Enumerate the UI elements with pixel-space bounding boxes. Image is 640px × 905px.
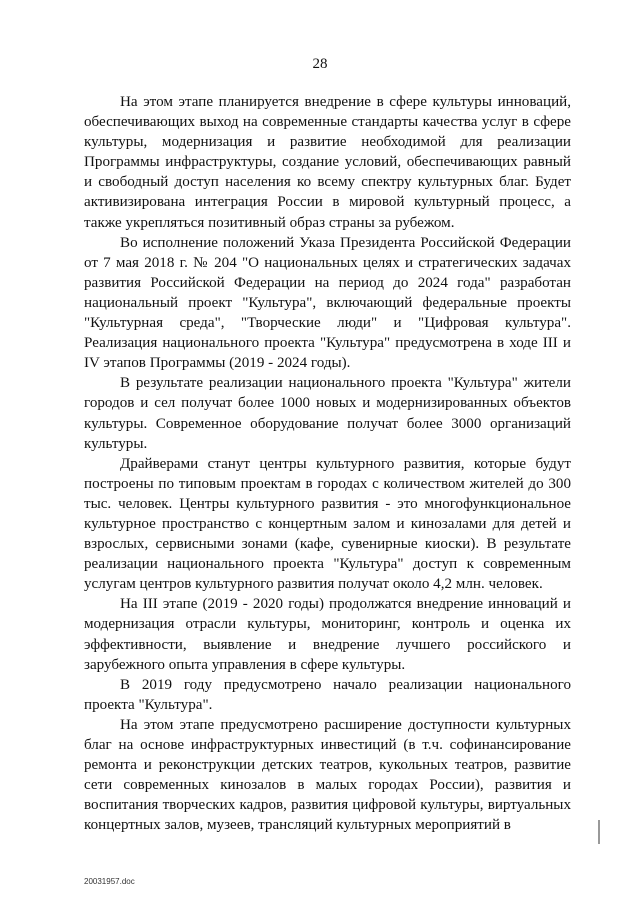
paragraph: Во исполнение положений Указа Президента Российской Федерации от 7 мая 2018 г. № 204 "О национальных целях и стратегических задачах развития Российской Федерации на период до 2024 года" разработан национальный проект "Культура", включающий федеральные проекты "Культурная среда", "Творческие люди" и "Цифровая культура". Реализация национального проекта "Культура" предусмотрена в ходе III и IV этапов Программы (2019 - 2024 годы). (84, 234, 571, 372)
paragraph: Драйверами станут центры культурного развития, которые будут построены по типовым проектам в городах с количеством жителей до 300 тыс. человек. Центры культурного развития - это многофункциональное культурное пространство с концертным залом и кинозалами для детей и взрослых, сервисными зонами (кафе, сувенирные киоски). В результате реализации национального проекта "Культура" доступ к современным услугам центров культурного развития получат около 4,2 млн. человек. (84, 455, 571, 593)
footer-filename: 20031957.doc (84, 877, 135, 886)
paragraph: В результате реализации национального проекта "Культура" жители городов и сел получат более 1000 новых и модернизированных объектов культуры. Современное оборудование получат более 3000 организаций культуры. (84, 375, 571, 452)
page-number: 28 (312, 56, 328, 72)
paragraph: В 2019 году предусмотрено начало реализации национального проекта "Культура". (84, 676, 571, 713)
paragraph: На этом этапе предусмотрено расширение доступности культурных благ на основе инфраструктурных инвестиций (в т.ч. софинансирование ремонта и реконструкции детских театров, кукольных театров, развитие сети современных кинозалов в малых городах России), развития и воспитания творческих кадров, развития цифровой культуры, виртуальных концертных залов, музеев, трансляций культурных мероприятий в (84, 716, 571, 834)
paragraph: На этом этапе планируется внедрение в сфере культуры инноваций, обеспечивающих выход на современные стандарты качества услуг в сфере культуры, модернизация и развитие необходимой для реализации Программы инфраструктуры, создание условий, обеспечивающих равный и свободный доступ населения ко всему спектру культурных благ. Будет активизирована интеграция России в мировой культурный процесс, а также укрепляться позитивный образ страны за рубежом. (84, 94, 571, 231)
document-body (84, 92, 571, 835)
scan-artifact-mark (598, 820, 600, 844)
paragraph: На III этапе (2019 - 2020 годы) продолжатся внедрение инноваций и модернизация отрасли культуры, мониторинг, контроль и оценка их эффективности, выявление и внедрение лучшего российского и зарубежного опыта управления в сфере культуры. (84, 596, 571, 673)
